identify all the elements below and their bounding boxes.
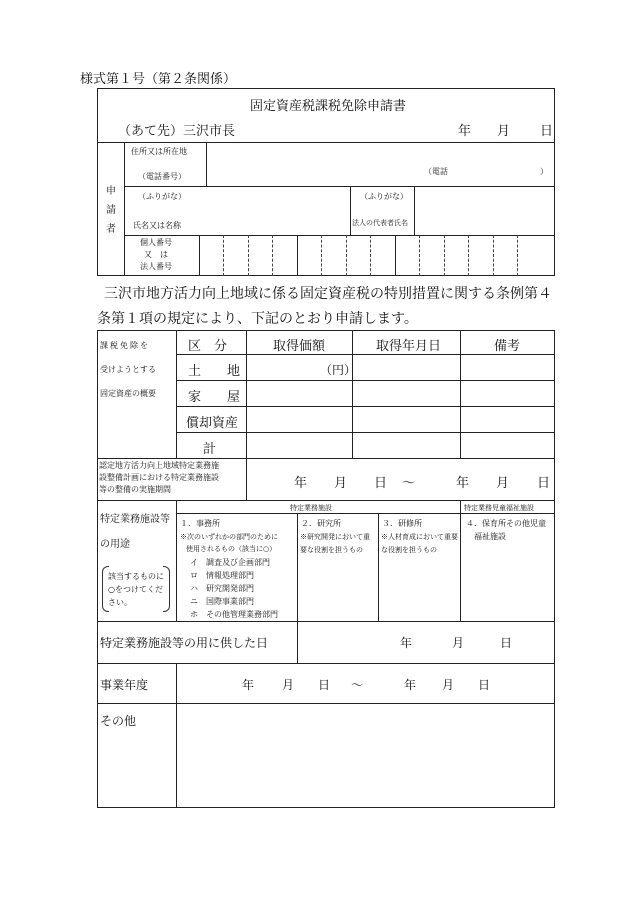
id-cell-divider <box>248 235 249 276</box>
training-note: ※人材育成において重要な役割を担うもの <box>381 533 458 554</box>
office-note: ※次のいずれかの部門のために 使用されるもの（該当に○） <box>180 533 278 553</box>
start-year: 年 <box>400 636 413 650</box>
childcare-option-2: 福祉施設 <box>474 532 506 541</box>
dept-other-admin[interactable]: ホ その他管理業務部門 <box>190 610 278 619</box>
row-total: 計 <box>203 442 217 457</box>
fiscal-tilde: ～ <box>351 678 364 692</box>
start-month: 月 <box>452 636 465 650</box>
plan-m1: 月 <box>334 476 348 491</box>
date-day: 日 <box>540 124 554 139</box>
header-category: 区 分 <box>188 339 228 354</box>
office-departments <box>190 556 278 621</box>
start-date-label: 特定業務施設等の用に供した日 <box>100 636 269 650</box>
header-remarks: 備考 <box>494 339 521 354</box>
rep-furigana-label: （ふりがな） <box>360 192 408 201</box>
dept-research-planning[interactable]: イ 調査及び企画部門 <box>190 558 270 567</box>
group-business-facility: 特定業務施設 <box>290 504 332 512</box>
id-cell-divider <box>297 235 298 276</box>
id-cell-divider <box>223 235 224 276</box>
phone-close: ） <box>540 167 548 176</box>
yen-unit: （円） <box>320 363 357 377</box>
statement-line-2: 条第１項の規定により、下記のとおり申請します。 <box>97 311 418 327</box>
recipient: （あて先）三沢市長 <box>118 124 236 139</box>
name-label: 氏名又は名称 <box>133 221 181 230</box>
group-childcare: 特定業務児童福祉施設 <box>464 504 534 512</box>
fiscal-d2: 日 <box>478 678 491 692</box>
row-land: 土 地 <box>188 364 241 379</box>
applicant-side-label: 申 請 者 <box>106 186 116 235</box>
fiscal-year-label: 事業年度 <box>100 678 149 692</box>
plan-y2: 年 <box>456 476 470 491</box>
id-cell-divider <box>272 235 273 276</box>
name-input[interactable] <box>208 188 346 233</box>
id-cell-divider <box>468 235 469 276</box>
other-input[interactable] <box>178 705 553 806</box>
plan-m2: 月 <box>496 476 510 491</box>
id-cell-divider <box>493 235 494 276</box>
dept-information[interactable]: ロ 情報処理部門 <box>190 571 254 580</box>
date-year: 年 <box>458 124 472 139</box>
id-cell-divider <box>395 235 396 276</box>
id-number-label: 個人番号 又 は 法人番号 <box>140 238 172 271</box>
fiscal-y1: 年 <box>242 678 255 692</box>
dept-rnd[interactable]: ハ 研究開発部門 <box>190 584 254 593</box>
dept-international[interactable]: ニ 国際事業部門 <box>190 597 254 606</box>
address-input[interactable] <box>208 142 553 184</box>
training-option[interactable]: ３．研修所 <box>382 519 422 528</box>
usage-note: 該当するものに ○をつけてくだ さい。 <box>108 572 164 607</box>
childcare-option[interactable]: ４．保育所その他児童 <box>466 519 546 528</box>
other-label: その他 <box>100 714 137 728</box>
rep-label: 法人の代表者氏名 <box>352 219 408 227</box>
row-building: 家 屋 <box>188 390 241 405</box>
start-day: 日 <box>500 636 513 650</box>
fiscal-m1: 月 <box>282 678 295 692</box>
plan-period-label: 認定地方活力向上地域特定業務施 設整備計画における特定業務施設 等の整備の実施期間 <box>99 461 219 494</box>
date-month: 月 <box>497 124 511 139</box>
office-option[interactable]: １．事務所 <box>180 519 220 528</box>
fiscal-m2: 月 <box>442 678 455 692</box>
usage-label: 特定業務施設等 <box>100 514 170 525</box>
statement-line-1: 三沢市地方活力向上地域に係る固定資産税の特別措置に関する条例第４ <box>104 286 552 302</box>
id-cell-divider <box>321 235 322 276</box>
id-cell-divider <box>517 235 518 276</box>
plan-d2: 日 <box>537 476 551 491</box>
header-price: 取得価額 <box>273 339 326 354</box>
document-title: 固定資産税課税免除申請書 <box>250 99 407 114</box>
form-number: 様式第１号（第２条関係） <box>80 72 237 87</box>
row-depreciable: 償却資産 <box>186 416 239 431</box>
fiscal-d1: 日 <box>318 678 331 692</box>
header-acq-date: 取得年月日 <box>376 339 442 354</box>
address-label: 住所又は所在地 <box>131 147 187 156</box>
plan-d1: 日 <box>374 476 388 491</box>
id-cell-divider <box>346 235 347 276</box>
rep-name-input[interactable] <box>416 188 553 233</box>
id-cell-divider <box>444 235 445 276</box>
id-cell-divider <box>419 235 420 276</box>
id-cell-divider <box>370 235 371 276</box>
lab-note: ※研究開発において重要な役割を担うもの <box>300 533 370 554</box>
lab-option[interactable]: ２．研究所 <box>301 519 341 528</box>
phone-open: （電話 <box>424 167 448 176</box>
assets-side-label: 課税免除を 受けようとする 固定資産の概要 <box>100 341 156 398</box>
plan-tilde: ～ <box>402 476 416 491</box>
furigana-label: （ふりがな） <box>138 192 186 201</box>
plan-y1: 年 <box>294 476 308 491</box>
usage-label-2: の用途 <box>100 539 130 550</box>
phone-label: （電話番号） <box>138 172 186 181</box>
fiscal-y2: 年 <box>404 678 417 692</box>
